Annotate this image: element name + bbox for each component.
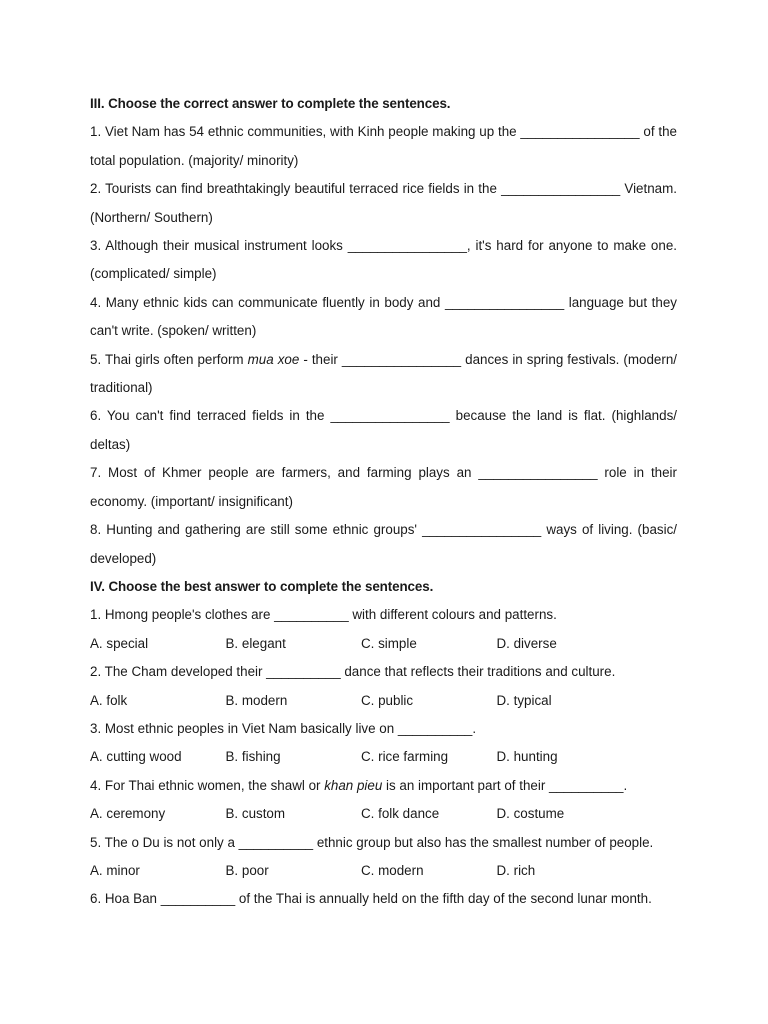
item-text-after: - their ________________ dances in spring festivals. (modern/ traditional) <box>90 351 678 396</box>
section-3-item: 2. Tourists can find breathtakingly beautiful terraced rice fields in the ________________ Vietnam. (Northern/ Southern) <box>90 181 677 225</box>
option-d: D. costume <box>496 806 565 822</box>
answer-options <box>90 743 677 771</box>
option-d: D. hunting <box>496 749 558 765</box>
section-4-heading: IV. Choose the best answer to complete the sentences. <box>90 578 434 594</box>
section-3-item: 6. You can't find terraced fields in the ________________ because the land is flat. (highlands/ deltas) <box>90 408 677 452</box>
section-3-item: 4. Many ethnic kids can communicate fluently in body and ________________ language but they can't write. (spoken/ written) <box>90 294 677 339</box>
question-italic-term: khan pieu <box>324 777 383 793</box>
option-b: B. modern <box>225 692 288 708</box>
section-4-question: 5. The o Du is not only a __________ ethnic group but also has the smallest number of people. <box>90 834 654 850</box>
answer-options <box>90 857 677 885</box>
section-4-question: 1. Hmong people's clothes are __________ with different colours and patterns. <box>90 607 557 623</box>
section-4-question: 6. Hoa Ban __________ of the Thai is annually held on the fifth day of the second lunar month. <box>90 891 652 907</box>
section-3-item: 1. Viet Nam has 54 ethnic communities, with Kinh people making up the ________________ of the total population. (majority/ minority) <box>90 124 677 168</box>
section-4-question: 3. Most ethnic peoples in Viet Nam basically live on __________. <box>90 720 477 736</box>
worksheet-page <box>90 90 677 914</box>
section-4-question: 2. The Cham developed their __________ dance that reflects their traditions and culture. <box>90 664 616 680</box>
option-a: A. cutting wood <box>90 749 182 765</box>
question-text-after: is an important part of their __________. <box>382 777 628 793</box>
option-d: D. rich <box>496 862 536 878</box>
section-3-heading: III. Choose the correct answer to complete the sentences. <box>90 96 451 111</box>
option-b: B. elegant <box>225 635 286 651</box>
question-text-before: 4. For Thai ethnic women, the shawl or <box>90 777 325 793</box>
section-4-question <box>90 772 677 800</box>
section-3-item <box>90 346 677 403</box>
section-3-item: 7. Most of Khmer people are farmers, and farming plays an ________________ role in their economy. (important/ insignificant) <box>90 465 677 509</box>
answer-options <box>90 800 677 828</box>
option-d: D. diverse <box>496 635 557 651</box>
option-a: A. ceremony <box>90 806 166 822</box>
option-a: A. minor <box>90 862 140 878</box>
option-b: B. poor <box>225 862 269 878</box>
option-c: C. modern <box>361 862 424 878</box>
option-b: B. fishing <box>225 749 281 765</box>
option-c: C. public <box>361 692 414 708</box>
answer-options <box>90 687 677 715</box>
answer-options <box>90 630 677 658</box>
option-b: B. custom <box>225 806 286 822</box>
option-c: C. simple <box>361 635 417 651</box>
item-text-before: 5. Thai girls often perform <box>90 351 248 367</box>
item-italic-term: mua xoe <box>247 351 300 367</box>
option-a: A. special <box>90 635 149 651</box>
section-3-item: 8. Hunting and gathering are still some ethnic groups' ________________ ways of living. (basic/ developed) <box>90 522 677 566</box>
section-3-item: 3. Although their musical instrument looks ________________, it's hard for anyone to make one. (complicated/ simple) <box>90 238 677 282</box>
option-c: C. folk dance <box>361 806 440 822</box>
option-c: C. rice farming <box>361 749 449 765</box>
option-a: A. folk <box>90 692 128 708</box>
option-d: D. typical <box>496 692 552 708</box>
